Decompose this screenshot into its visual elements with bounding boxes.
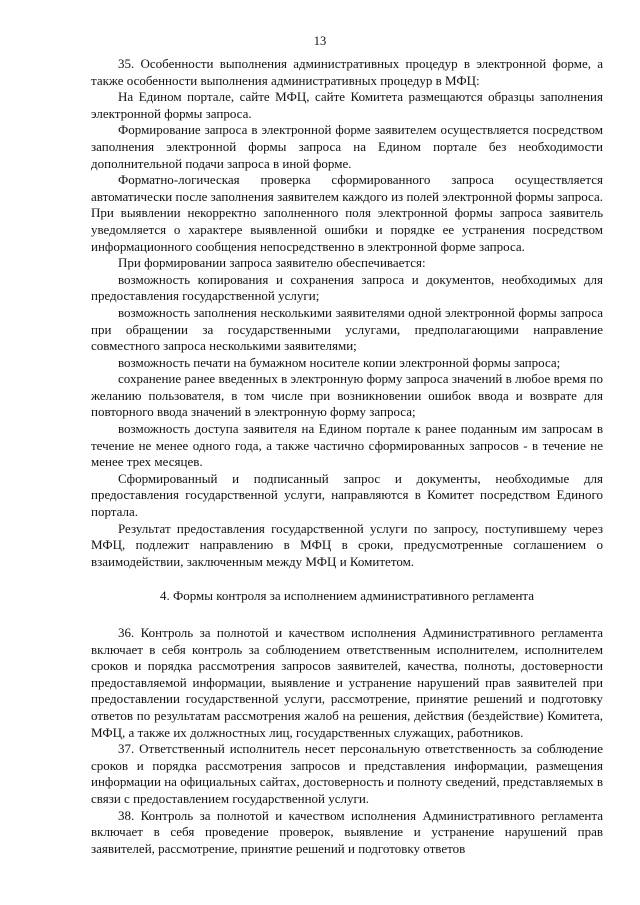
paragraph-38: 38. Контроль за полнотой и качеством исполнения Административного регламента включает в себя проведение проверок, выявление и устранение нарушений прав заявителей, рассмотрение, принятие решений и подготовку ответов: [91, 807, 603, 856]
section-heading: 4. Формы контроля за исполнением административного регламента: [159, 588, 535, 604]
paragraph-request-forming: Формирование запроса в электронной форме заявителем осуществляется посредством заполнения электронной формы запроса на Едином портале без необходимости дополнительной подачи запроса в иной форме.: [91, 122, 603, 171]
paragraph-36: 36. Контроль за полнотой и качеством исполнения Административного регламента включает в себя контроль за соблюдением ответственным исполнителем, исполнителем сроков и порядка рассмотрения запросов заявителей, качества, полноты, достоверности предоставляемой информации, выявление и устранение нарушений прав заявителей при предоставлении государственной услуги, рассмотрение, принятие решений и подготовку ответов по результатам рассмотрения жалоб на решения, действия (бездействие) Комитета, МФЦ, а также их должностных лиц, государственных служащих, работников.: [91, 625, 603, 740]
paragraph-print: возможность печати на бумажном носителе копии электронной формы запроса;: [118, 354, 561, 370]
paragraph-mfc-result: Результат предоставления государственной услуги по запросу, поступившему через МФЦ, подлежит направлению в МФЦ в сроки, предусмотренные соглашением о взаимодействии, заключенным между МФЦ и Комитетом.: [91, 520, 603, 569]
paragraph-signed-request: Сформированный и подписанный запрос и документы, необходимые для предоставления государственной услуги, направляются в Комитет посредством Единого портала.: [91, 470, 603, 520]
paragraph-samples: На Едином портале, сайте МФЦ, сайте Комитета размещаются образцы заполнения электронной формы запроса.: [91, 89, 603, 121]
paragraph-37: 37. Ответственный исполнитель несет персональную ответственность за соблюдение сроков и порядка рассмотрения запросов и представления информации, размещения информации на официальных сайтах, достоверность и полноту сведений, представляемых в связи с предоставлением государственной услуги.: [91, 741, 603, 806]
paragraph-save-values: сохранение ранее введенных в электронную форму запроса значений в любое время по желанию пользователя, в том числе при возникновении ошибок ввода и возврате для повторного ввода значений в электронную форму запроса;: [91, 371, 603, 420]
paragraph-access: возможность доступа заявителя на Едином портале к ранее поданным им запросам в течение не менее одного года, а также частично сформированных запросов - в течение не менее трех месяцев.: [91, 421, 603, 470]
paragraph-format-check: Форматно-логическая проверка сформированного запроса осуществляется автоматически после заполнения заявителем каждого из полей электронной формы запроса. При выявлении некорректно заполненного поля электронной формы запроса заявитель уведомляется о характере выявленной ошибки и порядке ее устранения посредством информационного сообщения непосредственно в электронной форме запроса.: [91, 172, 603, 254]
paragraph-multi-applicants: возможность заполнения несколькими заявителями одной электронной формы запроса при обращении за государственными услугами, предполагающими направление совместного запроса несколькими заявителями;: [91, 304, 603, 354]
paragraph-provided-lead: При формировании запроса заявителю обеспечивается:: [118, 255, 426, 271]
page-number: 13: [313, 34, 327, 48]
document-body: [91, 56, 603, 857]
paragraph-copy-save: возможность копирования и сохранения запроса и документов, необходимых для предоставления государственной услуги;: [91, 271, 603, 304]
paragraph-35-intro: 35. Особенности выполнения административных процедур в электронной форме, а также особенности выполнения административных процедур в МФЦ:: [91, 56, 603, 88]
